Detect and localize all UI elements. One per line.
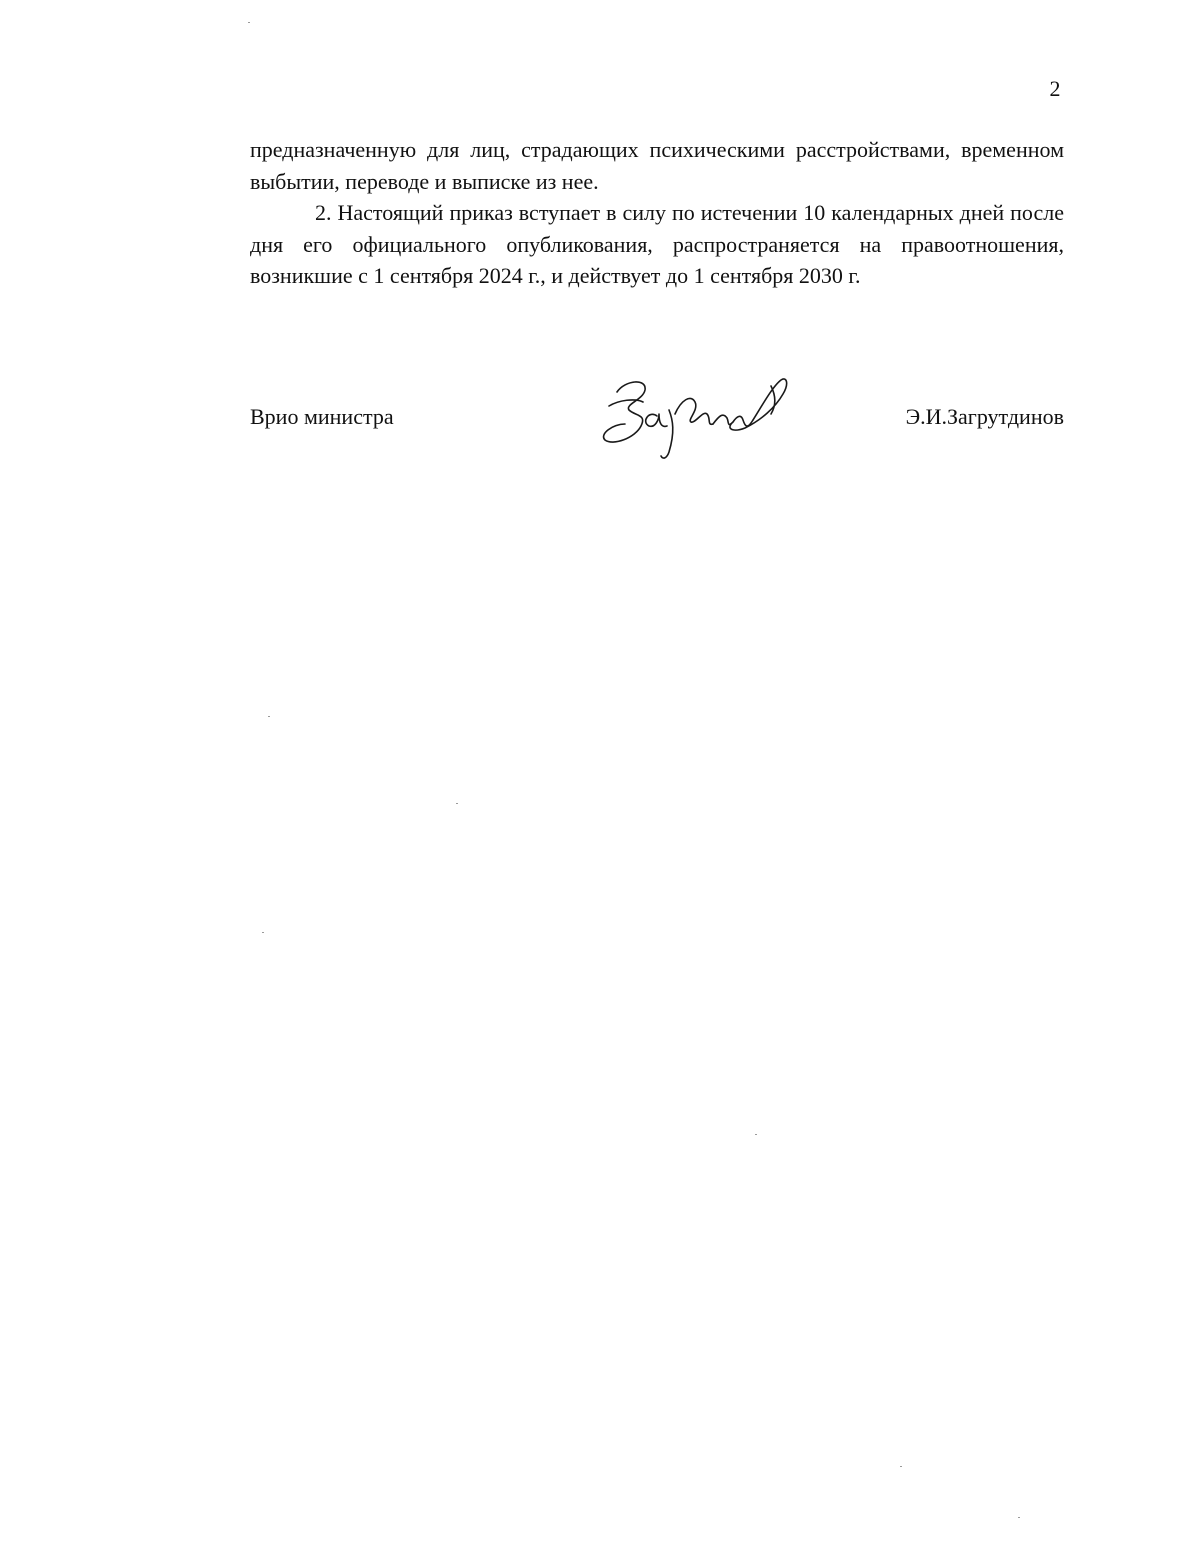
scan-speck <box>755 1134 757 1135</box>
scan-speck <box>248 22 250 23</box>
signer-title: Врио министра <box>250 404 394 429</box>
paragraph-continuation: предназначенную для лиц, страдающих психическими расстройствами, временном выбытии, переводе и выписке из нее. <box>250 137 1064 194</box>
signer-name: Э.И.Загрутдинов <box>905 404 1064 429</box>
scan-speck <box>1018 1517 1020 1518</box>
scan-speck <box>262 932 264 933</box>
document-body <box>250 134 1064 292</box>
signature-block <box>250 370 1064 470</box>
scan-speck <box>456 803 458 804</box>
scan-speck <box>900 1466 902 1467</box>
handwritten-signature-icon <box>595 370 795 465</box>
scan-speck <box>268 716 270 717</box>
paragraph-2: 2. Настоящий приказ вступает в силу по истечении 10 календарных дней после дня его официального опубликования, распространяется на правоотношения, возникшие с 1 сентября 2024 г., и действует до 1 сентября 2030 г. <box>250 200 1064 288</box>
page-number: 2 <box>1049 76 1061 101</box>
